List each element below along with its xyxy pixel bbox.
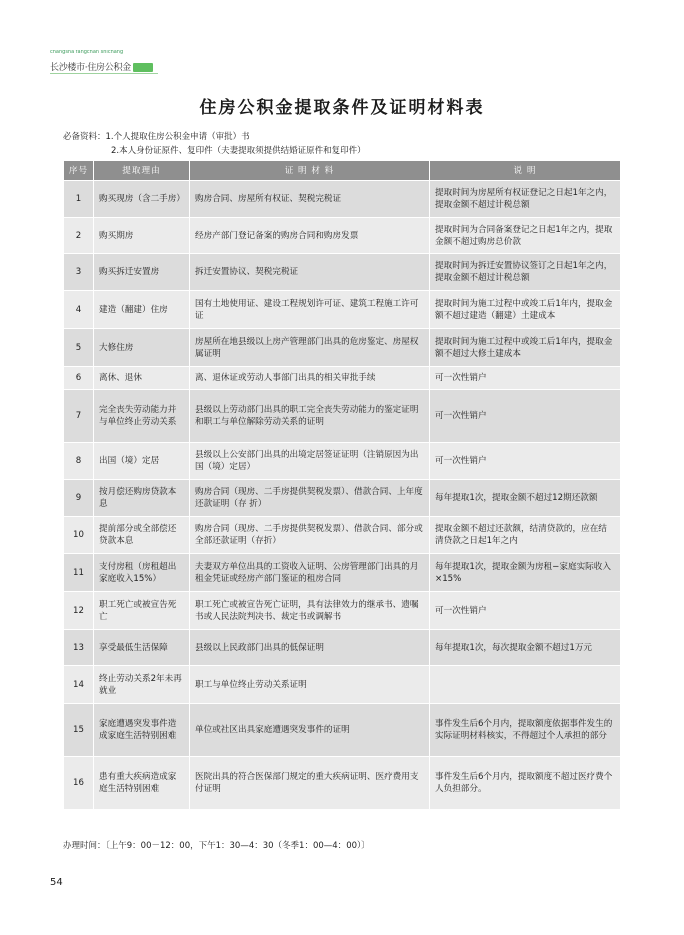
table-row: [64, 757, 621, 810]
table-row: [64, 630, 621, 666]
row-note: 提取金额不超过还款额，结清贷款的，应在结清贷款之日起1年之内: [430, 517, 621, 554]
row-no: 6: [64, 367, 94, 390]
row-reason: 患有重大疾病造成家庭生活特别困难: [94, 757, 190, 810]
row-note: 可一次性销户: [430, 443, 621, 480]
table-row: [64, 367, 621, 390]
row-reason: 按月偿还购房贷款本息: [94, 480, 190, 517]
page-title: 住房公积金提取条件及证明材料表: [199, 98, 485, 118]
table-row: [64, 704, 621, 757]
row-reason: 完全丧失劳动能力并与单位终止劳动关系: [94, 390, 190, 443]
row-reason: 享受最低生活保障: [94, 630, 190, 666]
row-reason: 大修住房: [94, 329, 190, 367]
logo-mark-icon: [133, 63, 153, 72]
row-no: 9: [64, 480, 94, 517]
row-note: 每年提取1次，提取金额为房租−家庭实际收入×15%: [430, 554, 621, 592]
row-reason: 出国（境）定居: [94, 443, 190, 480]
row-material: 县级以上公安部门出具的出境定居签证证明（注销原因为出国（境）定居）: [190, 443, 430, 480]
header-note: 说 明: [430, 161, 621, 181]
logo-underline: [50, 73, 158, 74]
required-item-2: 2.本人身份证原件、复印件（夫妻提取须提供结婚证原件和复印件）: [111, 146, 366, 156]
row-note: 提取时间为房屋所有权证登记之日起1年之内，提取金额不超过计税总额: [430, 181, 621, 218]
row-no: 5: [64, 329, 94, 367]
row-material: 单位或社区出具家庭遭遇突发事件的证明: [190, 704, 430, 757]
table-row: [64, 443, 621, 480]
row-note: [430, 666, 621, 704]
row-note: 每年提取1次，每次提取金额不超过1万元: [430, 630, 621, 666]
row-no: 14: [64, 666, 94, 704]
required-item-1: 1.个人提取住房公积金申请（审批）书: [105, 132, 250, 142]
row-note: 提取时间为施工过程中或竣工后1年内，提取金额不超过建造（翻建）土建成本: [430, 291, 621, 329]
row-reason: 终止劳动关系2年未再就业: [94, 666, 190, 704]
row-reason: 购买现房（含二手房）: [94, 181, 190, 218]
row-no: 16: [64, 757, 94, 810]
row-note: 可一次性销户: [430, 367, 621, 390]
table-row: [64, 666, 621, 704]
row-no: 15: [64, 704, 94, 757]
row-no: 4: [64, 291, 94, 329]
table-row: [64, 592, 621, 630]
row-no: 8: [64, 443, 94, 480]
table-row: [64, 554, 621, 592]
table-row: [64, 181, 621, 218]
withdrawal-conditions-table: [63, 160, 621, 810]
row-reason: 支付房租（房租超出家庭收入15%）: [94, 554, 190, 592]
row-note: 事件发生后6个月内，提取额度依据事件发生的实际证明材料核实，不得超过个人承担的部分: [430, 704, 621, 757]
row-material: 购房合同（现房、二手房提供契税发票）、借款合同、上年度还款证明（存 折）: [190, 480, 430, 517]
row-material: 拆迁安置协议、契税完税证: [190, 254, 430, 291]
table-row: [64, 390, 621, 443]
row-material: 房屋所在地县级以上房产管理部门出具的危房鉴定、房屋权属证明: [190, 329, 430, 367]
table-row: [64, 218, 621, 254]
row-material: 离、退休证或劳动人事部门出具的相关审批手续: [190, 367, 430, 390]
row-note: 提取时间为合同备案登记之日起1年之内，提取金额不超过购房总价款: [430, 218, 621, 254]
table-row: [64, 329, 621, 367]
page-number: 54: [50, 877, 63, 888]
row-material: 职工与单位终止劳动关系证明: [190, 666, 430, 704]
row-reason: 离休、退休: [94, 367, 190, 390]
row-no: 2: [64, 218, 94, 254]
row-material: 医院出具的符合医保部门规定的重大疾病证明、医疗费用支付证明: [190, 757, 430, 810]
required-materials: [63, 130, 366, 158]
row-note: 可一次性销户: [430, 592, 621, 630]
row-no: 11: [64, 554, 94, 592]
row-reason: 购买拆迁安置房: [94, 254, 190, 291]
table-row: [64, 480, 621, 517]
logo-small-text: changsha fangchan shichang: [50, 50, 124, 55]
table-row: [64, 254, 621, 291]
row-material: 经房产部门登记备案的购房合同和购房发票: [190, 218, 430, 254]
publisher-logo: [50, 50, 160, 86]
row-material: 县级以上民政部门出具的低保证明: [190, 630, 430, 666]
row-note: 提取时间为拆迁安置协议签订之日起1年之内，提取金额不超过计税总额: [430, 254, 621, 291]
table-row: [64, 517, 621, 554]
row-reason: 提前部分或全部偿还贷款本息: [94, 517, 190, 554]
row-no: 3: [64, 254, 94, 291]
header-no: 序号: [64, 161, 94, 181]
row-no: 10: [64, 517, 94, 554]
required-label: 必备资料：: [63, 132, 106, 142]
row-material: 购房合同（现房、二手房提供契税发票）、借款合同、部分或全部还款证明（存折）: [190, 517, 430, 554]
row-no: 13: [64, 630, 94, 666]
table-row: [64, 291, 621, 329]
row-no: 12: [64, 592, 94, 630]
row-no: 7: [64, 390, 94, 443]
row-reason: 职工死亡或被宣告死亡: [94, 592, 190, 630]
table-header-row: [64, 161, 621, 181]
row-note: 提取时间为施工过程中或竣工后1年内，提取金额不超过大修土建成本: [430, 329, 621, 367]
row-material: 国有土地使用证、建设工程规划许可证、建筑工程施工许可证: [190, 291, 430, 329]
row-note: 可一次性销户: [430, 390, 621, 443]
logo-text: 长沙楼市·住房公积金: [50, 60, 153, 73]
row-reason: 家庭遭遇突发事件造成家庭生活特别困难: [94, 704, 190, 757]
row-no: 1: [64, 181, 94, 218]
row-note: 事件发生后6个月内，提取额度不超过医疗费个人负担部分。: [430, 757, 621, 810]
row-note: 每年提取1次，提取金额不超过12期还款额: [430, 480, 621, 517]
row-material: 夫妻双方单位出具的工资收入证明、公房管理部门出具的月租金凭证或经房产部门鉴证的租房合同: [190, 554, 430, 592]
header-material: 证 明 材 料: [190, 161, 430, 181]
row-material: 购房合同、房屋所有权证、契税完税证: [190, 181, 430, 218]
row-reason: 购买期房: [94, 218, 190, 254]
row-material: 县级以上劳动部门出具的职工完全丧失劳动能力的鉴定证明和职工与单位解除劳动关系的证明: [190, 390, 430, 443]
office-hours: 办理时间：〔上午9：00－12：00，下午1：30—4：30（冬季1：00—4：00）〕: [63, 841, 370, 851]
header-reason: 提取理由: [94, 161, 190, 181]
row-reason: 建造（翻建）住房: [94, 291, 190, 329]
row-material: 职工死亡或被宣告死亡证明，具有法律效力的继承书、遗嘱书或人民法院判决书、裁定书或调解书: [190, 592, 430, 630]
